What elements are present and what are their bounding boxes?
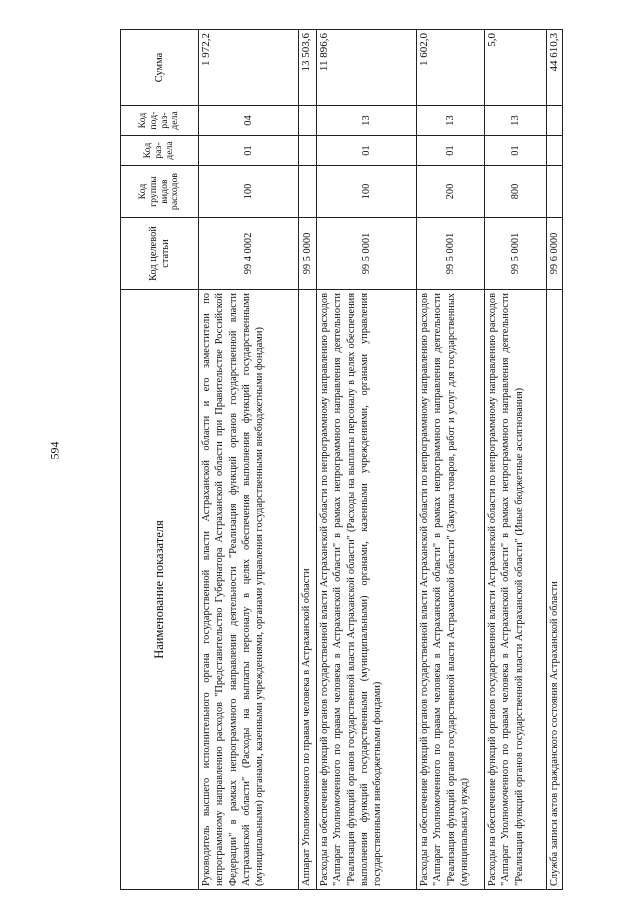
table-row <box>485 30 547 890</box>
row-amount: 11 896,6 <box>317 30 417 106</box>
budget-table <box>120 29 563 890</box>
table-row <box>317 30 417 890</box>
row-subsection-code: 04 <box>199 106 299 136</box>
row-subsection-code <box>299 106 317 136</box>
row-amount: 44 610,3 <box>547 30 563 106</box>
row-target-code: 99 5 0000 <box>299 218 317 290</box>
rotated-page <box>120 30 560 890</box>
row-subsection-code: 13 <box>417 106 485 136</box>
page-number: 594 <box>47 441 62 460</box>
row-target-code: 99 5 0001 <box>417 218 485 290</box>
row-target-code: 99 6 0000 <box>547 218 563 290</box>
row-amount: 5,0 <box>485 30 547 106</box>
header-row <box>121 30 199 890</box>
row-name: Служба записи актов гражданского состояния Астраханской области <box>547 290 563 890</box>
row-group-code: 800 <box>485 166 547 218</box>
row-section-code: 01 <box>317 136 417 166</box>
row-target-code: 99 5 0001 <box>485 218 547 290</box>
header-amount: Сумма <box>121 30 199 106</box>
row-group-code: 200 <box>417 166 485 218</box>
row-amount: 1 972,2 <box>199 30 299 106</box>
row-section-code: 01 <box>199 136 299 166</box>
row-amount: 13 503,6 <box>299 30 317 106</box>
table-row <box>547 30 563 890</box>
header-target-code: Код целевой статьи <box>121 218 199 290</box>
row-subsection-code: 13 <box>485 106 547 136</box>
row-name: Руководитель высшего исполнительного органа государственной власти Астраханской области и его заместители по непрограммному направлению расходов "Представительство Губернатора Астраханской области при Правительстве Российской Федерации" в рамках непрограммного направления деятельности "Реализация функций органов государственной власти Астраханской области" (Расходы на выплаты персоналу в целях обеспечения выполнения функций государственными (муниципальными) органами, казенными учреждениями, органами управления государственными внебюджетными фондами) <box>199 290 299 890</box>
row-subsection-code <box>547 106 563 136</box>
row-section-code <box>299 136 317 166</box>
row-group-code: 100 <box>199 166 299 218</box>
row-amount: 1 602,0 <box>417 30 485 106</box>
table-row <box>417 30 485 890</box>
header-section-code: Код раз-дела <box>121 136 199 166</box>
row-group-code: 100 <box>317 166 417 218</box>
row-name: Расходы на обеспечение функций органов государственной власти Астраханской области по непрограммному направлению расходов "Аппарат Уполномоченного по правам человека в Астраханской области" в рамках непрограммного направления деятельности "Реализация функций органов государственной власти Астраханской области" (Иные бюджетные ассигнования) <box>485 290 547 890</box>
row-target-code: 99 4 0002 <box>199 218 299 290</box>
header-group-code: Код группы видов расходов <box>121 166 199 218</box>
table-row <box>199 30 299 890</box>
row-group-code <box>547 166 563 218</box>
row-target-code: 99 5 0001 <box>317 218 417 290</box>
row-section-code: 01 <box>485 136 547 166</box>
row-name: Аппарат Уполномоченного по правам человека в Астраханской области <box>299 290 317 890</box>
header-name: Наименование показателя <box>121 290 199 890</box>
row-section-code <box>547 136 563 166</box>
row-group-code <box>299 166 317 218</box>
row-name: Расходы на обеспечение функций органов государственной власти Астраханской области по непрограммному направлению расходов "Аппарат Уполномоченного по правам человека в Астраханской области" в рамках непрограммного направления деятельности "Реализация функций органов государственной власти Астраханской области" (Закупка товаров, работ и услуг для государственных (муниципальных) нужд) <box>417 290 485 890</box>
header-subsection-code: Код под-раз-дела <box>121 106 199 136</box>
row-subsection-code: 13 <box>317 106 417 136</box>
row-name: Расходы на обеспечение функций органов государственной власти Астраханской области по непрограммному направлению расходов "Аппарат Уполномоченного по правам человека в Астраханской области" в рамках непрограммного направления деятельности "Реализация функций органов государственной власти Астраханской области" (Расходы на выплаты персоналу в целях обеспечения выполнения функций государственными (муниципальными) органами, казенными учреждениями, органами управления государственными внебюджетными фондами) <box>317 290 417 890</box>
row-section-code: 01 <box>417 136 485 166</box>
table-row <box>299 30 317 890</box>
